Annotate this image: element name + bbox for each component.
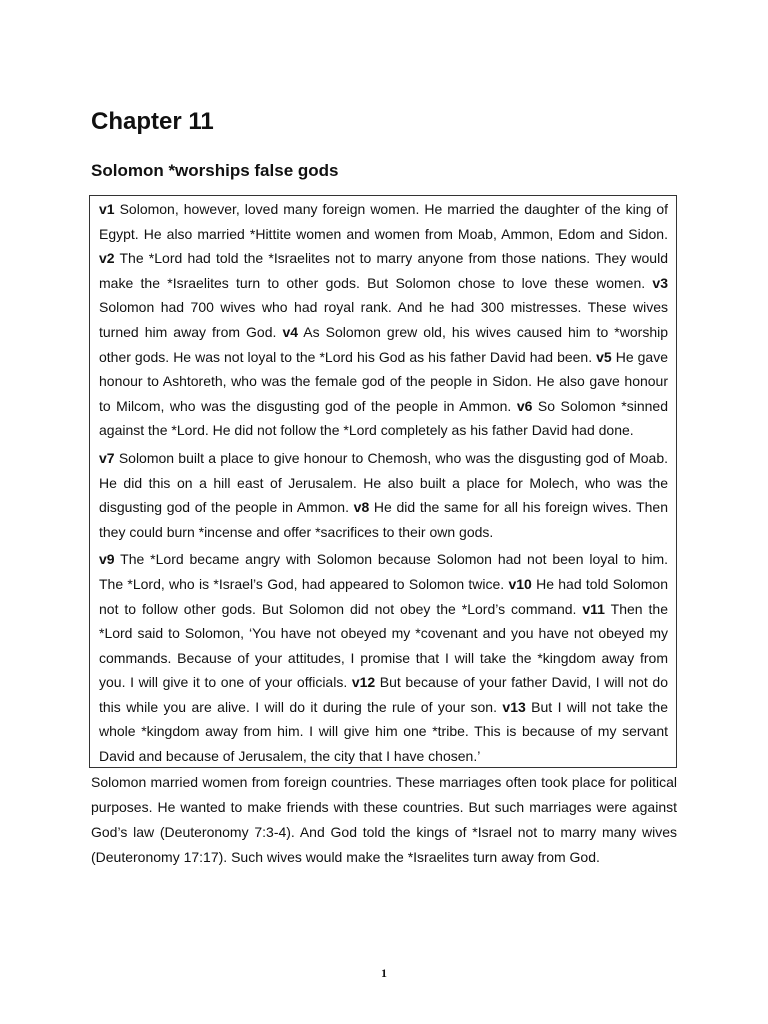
verse-number: v5 (596, 348, 612, 365)
chapter-title: Chapter 11 (91, 108, 214, 135)
scripture-paragraph (99, 197, 668, 443)
verse-number: v6 (516, 397, 533, 414)
verse-number: v12 (351, 674, 376, 691)
verse-text: Then the *Lord said to Solomon, ‘You have not obeyed my *covenant and you have not obeyed my commands. Because of your attitudes, I promise that I will take the *kingdom away from you. I will give it to one of your officials. (99, 600, 668, 691)
section-title: Solomon *worships false gods (91, 161, 339, 180)
verse-number: v9 (99, 551, 115, 568)
verse-number: v4 (282, 323, 299, 340)
verse-text: So Solomon *sinned against the *Lord. He did not follow the *Lord completely as his father David had done. (99, 397, 668, 439)
verse-text: But I will not take the whole *kingdom away from him. I will give him one *tribe. This is because of my servant David and because of Jerusalem, the city that I have chosen.’ (99, 698, 668, 765)
verse-text: He did the same for all his foreign wives. Then they could burn *incense and offer *sacrifices to their own gods. (99, 499, 668, 540)
page-number: 1 (381, 966, 387, 980)
verse-text: He had told Solomon not to follow other gods. But Solomon did not obey the *Lord’s command. (99, 575, 668, 617)
verse-text: Solomon built a place to give honour to Chemosh, who was the disgusting god of Moab. He did this on a hill east of Jerusalem. He also built a place for Molech, who was the disgusting god of the people in Ammon. (99, 449, 668, 516)
verse-text: As Solomon grew old, his wives caused him to *worship other gods. He was not loyal to the *Lord his God as his father David had been. (99, 323, 668, 365)
verse-number: v13 (502, 698, 526, 715)
verse-text: He gave honour to Ashtoreth, who was the female god of the people in Sidon. He also gave honour to Milcom, who was the disgusting god of the people in Ammon. (99, 348, 668, 414)
verse-number: v10 (508, 575, 532, 592)
verse-text: The *Lord had told the *Israelites not to marry anyone from those nations. They would make the *Israelites turn to other gods. But Solomon chose to love these women. (99, 250, 668, 291)
scripture-paragraph (99, 547, 668, 768)
scripture-box (89, 195, 677, 768)
scripture-paragraph (99, 446, 668, 544)
verse-number: v11 (582, 600, 605, 617)
verse-number: v7 (99, 449, 115, 466)
verse-number: v1 (99, 201, 115, 217)
verse-number: v8 (353, 499, 370, 516)
verse-text: The *Lord became angry with Solomon because Solomon had not been loyal to him. The *Lord, who is *Israel’s God, had appeared to Solomon twice. (99, 551, 668, 592)
verse-number: v3 (652, 274, 668, 291)
verse-text: Solomon, however, loved many foreign women. He married the daughter of the king of Egypt. He also married *Hittite women and women from Moab, Ammon, Edom and Sidon. (99, 201, 668, 242)
verse-number: v2 (99, 250, 115, 267)
verse-text: But because of your father David, I will not do this while you are alive. I will do it during the rule of your son. (99, 674, 668, 715)
commentary-paragraph: Solomon married women from foreign countries. These marriages often took place for political purposes. He wanted to make friends with these countries. But such marriages were against God’s law (Deuteronomy 7:3-4). And God told the kings of *Israel not to marry many wives (Deuteronomy 17:17). Such wives would make the *Israelites turn away from God. (91, 774, 677, 865)
verse-text: Solomon had 700 wives who had royal rank. And he had 300 mistresses. These wives turned him away from God. (99, 299, 668, 340)
